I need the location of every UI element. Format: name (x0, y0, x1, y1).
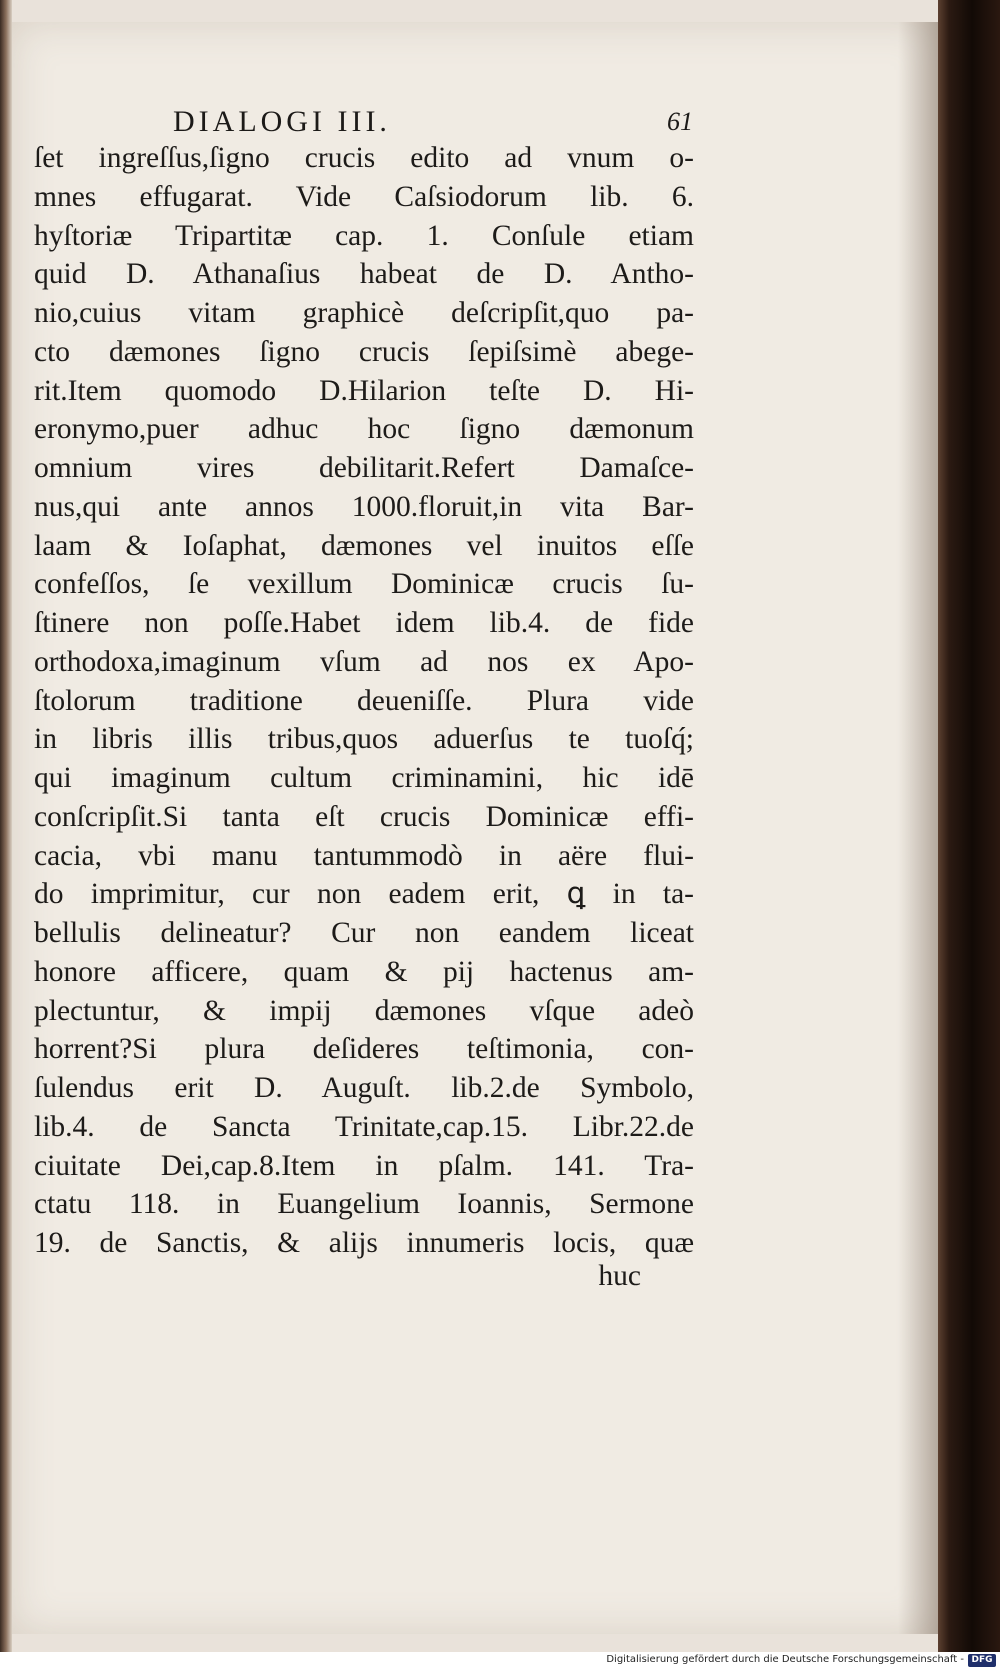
running-title: DIALOGI III. (173, 105, 391, 138)
text-line: omnium vires debilitarit.Refert Damaſce- (34, 452, 694, 484)
text-line: eronymo,puer adhuc hoc ſigno dæmonum (34, 413, 694, 446)
text-line: ciuitate Dei,cap.8.Item in pſalm. 141. Tra- (34, 1149, 694, 1182)
text-line: lib.4. de Sancta Trinitate,cap.15. Libr.22.de (34, 1110, 694, 1143)
text-line: nus,qui ante annos 1000.floruit,in vita Bar- (34, 490, 694, 523)
funding-credit: Digitalisierung gefördert durch die Deutsche Forschungsgemeinschaft - (606, 1654, 964, 1665)
text-line: ſtolorum traditione deueniſſe. Plura vide (34, 684, 694, 717)
text-line: qui imaginum cultum criminamini, hic idē (34, 762, 694, 794)
text-line: confeſſos, ſe vexillum Dominicæ crucis ſu- (34, 568, 694, 601)
page-gutter-shade (898, 22, 938, 1634)
book-edge-left (0, 0, 12, 1652)
text-line: cacia, vbi manu tantummodò in aëre flui- (34, 839, 694, 872)
dfg-logo-icon: DFG (968, 1654, 996, 1667)
text-line: conſcripſit.Si tanta eſt crucis Dominicæ effi- (34, 800, 694, 833)
body-text (34, 139, 694, 1263)
text-line: quid D. Athanaſius habeat de D. Antho- (34, 258, 694, 291)
text-line: 19. de Sanctis, & alijs innumeris locis, quæ (34, 1227, 694, 1259)
text-line: cto dæmones ſigno crucis ſepiſsimè abege- (34, 335, 694, 368)
footer-bar (0, 1652, 1000, 1671)
text-line: bellulis delineatur? Cur non eandem liceat (34, 917, 694, 949)
page-number: 61 (667, 107, 693, 136)
text-line: plectuntur, & impij dæmones vſque adeò (34, 994, 694, 1027)
catchword: huc (598, 1260, 641, 1292)
text-line: honore afficere, quam & pij hactenus am- (34, 955, 694, 988)
text-line: horrent?Si plura deſideres teſtimonia, con- (34, 1033, 694, 1066)
text-line: laam & Ioſaphat, dæmones vel inuitos eſſe (34, 529, 694, 562)
text-line: rit.Item quomodo D.Hilarion teſte D. Hi- (34, 374, 694, 407)
text-line: mnes effugarat. Vide Caſsiodorum lib. 6. (34, 180, 694, 213)
text-line: hyſtoriæ Tripartitæ cap. 1. Conſule etiam (34, 219, 694, 252)
text-line: in libris illis tribus,quos aduerſus te tuoſq́; (34, 723, 694, 756)
text-line: ſet ingreſſus,ſigno crucis edito ad vnum o- (34, 142, 694, 174)
text-line: orthodoxa,imaginum vſum ad nos ex Apo- (34, 645, 694, 678)
text-line: do imprimitur, cur non eadem erit, ꝗ in ta- (34, 878, 694, 911)
text-line: ſtinere non poſſe.Habet idem lib.4. de fide (34, 607, 694, 639)
text-line: ctatu 118. in Euangelium Ioannis, Sermone (34, 1188, 694, 1221)
text-line: ſulendus erit D. Auguſt. lib.2.de Symbolo, (34, 1072, 694, 1104)
text-line: nio,cuius vitam graphicè deſcripſit,quo pa- (34, 297, 694, 329)
book-edge-right (938, 0, 1000, 1652)
